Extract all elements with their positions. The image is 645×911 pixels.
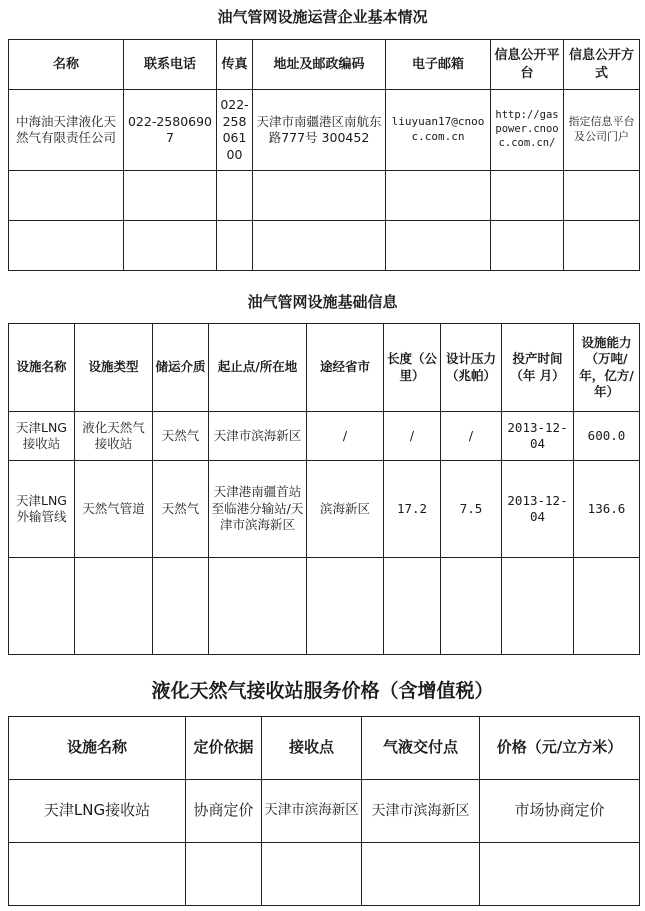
facility-medium: 天然气 (153, 412, 209, 461)
header-cell: 名称 (9, 40, 124, 90)
empty-row (9, 171, 640, 221)
section3-title: 液化天然气接收站服务价格（含增值税） (151, 680, 494, 702)
company-info-table (8, 39, 640, 271)
facility-pressure: 7.5 (441, 461, 502, 558)
header-cell: 电子邮箱 (386, 40, 491, 90)
header-cell: 长度（公里） (384, 324, 441, 412)
facility-location: 天津市滨海新区 (209, 412, 307, 461)
facility-length: / (384, 412, 441, 461)
header-cell: 信息公开平台 (491, 40, 564, 90)
header-cell: 设计压力（兆帕） (441, 324, 502, 412)
header-cell: 信息公开方式 (564, 40, 640, 90)
header-cell: 设施能力（万吨/年，亿方/年） (574, 324, 640, 412)
facility-location: 天津港南疆首站至临港分输站/天津市滨海新区 (209, 461, 307, 558)
table-row (9, 461, 640, 558)
facility-pressure: / (441, 412, 502, 461)
facility-medium: 天然气 (153, 461, 209, 558)
table-row (9, 90, 640, 171)
facility-date: 2013-12-04 (502, 461, 574, 558)
header-cell: 设施名称 (9, 324, 75, 412)
table-row (9, 412, 640, 461)
info-platform: http://gaspower.cnooc.com.cn/ (491, 90, 564, 171)
header-cell: 地址及邮政编码 (253, 40, 386, 90)
header-cell: 联系电话 (124, 40, 217, 90)
header-cell: 设施名称 (9, 717, 186, 780)
facility-name: 天津LNG外输管线 (9, 461, 75, 558)
price-basis: 协商定价 (186, 780, 262, 843)
company-email: liuyuan17@cnooc.com.cn (386, 90, 491, 171)
table-header-row (9, 324, 640, 412)
header-cell: 价格（元/立方米） (480, 717, 640, 780)
header-cell: 设施类型 (75, 324, 153, 412)
receive-point: 天津市滨海新区 (262, 780, 362, 843)
section1-title: 油气管网设施运营企业基本情况 (217, 8, 428, 26)
table-header-row (9, 717, 640, 780)
header-cell: 定价依据 (186, 717, 262, 780)
facility-route: / (307, 412, 384, 461)
price-value: 市场协商定价 (480, 780, 640, 843)
facility-info-table (8, 323, 640, 655)
table-header-row (9, 40, 640, 90)
table-row (9, 780, 640, 843)
facility-length: 17.2 (384, 461, 441, 558)
empty-row (9, 558, 640, 655)
facility-route: 滨海新区 (307, 461, 384, 558)
section2-title: 油气管网设施基础信息 (247, 293, 398, 311)
company-name: 中海油天津液化天然气有限责任公司 (9, 90, 124, 171)
header-cell: 投产时间（年 月） (502, 324, 574, 412)
service-price-table (8, 716, 640, 906)
facility-type: 天然气管道 (75, 461, 153, 558)
empty-row (9, 221, 640, 271)
delivery-point: 天津市滨海新区 (362, 780, 480, 843)
facility-type: 液化天然气接收站 (75, 412, 153, 461)
header-cell: 储运介质 (153, 324, 209, 412)
facility-name: 天津LNG接收站 (9, 412, 75, 461)
company-address: 天津市南疆港区南航东路777号 300452 (253, 90, 386, 171)
header-cell: 传真 (217, 40, 253, 90)
header-cell: 接收点 (262, 717, 362, 780)
header-cell: 途经省市 (307, 324, 384, 412)
company-fax: 022-25806100 (217, 90, 253, 171)
info-method: 指定信息平台及公司门户 (564, 90, 640, 171)
facility-capacity: 136.6 (574, 461, 640, 558)
facility-date: 2013-12-04 (502, 412, 574, 461)
company-phone: 022-25806907 (124, 90, 217, 171)
price-facility-name: 天津LNG接收站 (9, 780, 186, 843)
header-cell: 气液交付点 (362, 717, 480, 780)
header-cell: 起止点/所在地 (209, 324, 307, 412)
facility-capacity: 600.0 (574, 412, 640, 461)
empty-row (9, 843, 640, 906)
